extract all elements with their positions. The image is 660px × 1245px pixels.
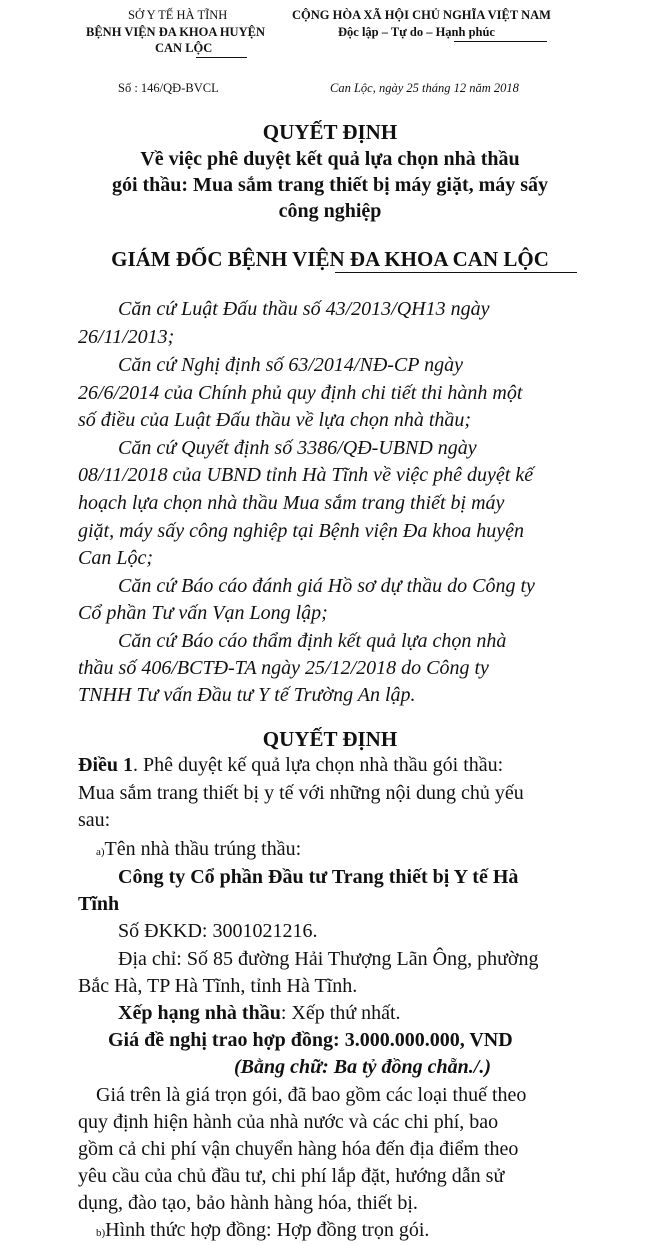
price-note-line-2: quy định hiện hành của nhà nước và các chi phí, bao <box>78 1111 499 1133</box>
price-note-line-3: gồm cả chi phí vận chuyển hàng hóa đến địa điểm theo <box>78 1138 519 1160</box>
header-left-underline <box>196 57 247 58</box>
decision-subject-line1: Về việc phê duyệt kết quả lựa chọn nhà thầu <box>140 148 520 170</box>
basis-3-line-2: 08/11/2018 của UBND tỉnh Hà Tĩnh về việc phê duyệt kế <box>78 464 534 486</box>
basis-2-line-1: Căn cứ Nghị định số 63/2014/NĐ-CP ngày <box>118 354 463 376</box>
decision-subject-line2: gói thầu: Mua sắm trang thiết bị máy giặt, máy sấy <box>111 174 549 196</box>
national-title: CỘNG HÒA XÃ HỘI CHỦ NGHĨA VIỆT NAM <box>292 8 551 22</box>
basis-5-line-2: thầu số 406/BCTĐ-TA ngày 25/12/2018 do Công ty <box>78 657 489 679</box>
basis-2-line-3: số điều của Luật Đấu thầu về lựa chọn nhà thầu; <box>78 409 472 431</box>
business-registration: Số ĐKKD: 3001021216. <box>118 920 318 942</box>
basis-3-line-4: giặt, máy sấy công nghiệp tại Bệnh viện Đa khoa huyện <box>78 520 524 542</box>
winner-name-line-2: Tĩnh <box>78 893 120 915</box>
price-note-line-4: yêu cầu của chủ đầu tư, chi phí lắp đặt, hướng dẫn sử <box>78 1165 505 1187</box>
item-b: b)Hình thức hợp đồng: Hợp đồng trọn gói. <box>96 1219 430 1241</box>
motto-underline <box>454 41 547 42</box>
authority-underline <box>335 272 577 273</box>
winner-name-line-1: Công ty Cổ phần Đầu tư Trang thiết bị Y tế Hà <box>118 866 519 888</box>
basis-2-line-2: 26/6/2014 của Chính phủ quy định chi tiết thi hành một <box>78 382 523 404</box>
issuing-authority: GIÁM ĐỐC BỆNH VIỆN ĐA KHOA CAN LỘC <box>111 247 549 271</box>
price-note-line-1: Giá trên là giá trọn gói, đã bao gồm các loại thuế theo <box>96 1084 527 1106</box>
price-note-line-5: dụng, đào tạo, bảo hành hàng hóa, thiết bị. <box>78 1192 418 1214</box>
item-a-marker: a) <box>96 846 105 858</box>
item-b-marker: b) <box>96 1227 106 1239</box>
item-a: a)Tên nhà thầu trúng thầu: <box>96 838 302 860</box>
department-name: SỞ Y TẾ HÀ TĨNH <box>128 8 228 22</box>
document-date: Can Lộc, ngày 25 tháng 12 năm 2018 <box>330 81 519 95</box>
decision-heading: QUYẾT ĐỊNH <box>262 727 398 751</box>
national-motto: Độc lập – Tự do – Hạnh phúc <box>338 25 495 39</box>
basis-5-line-3: TNHH Tư vấn Đầu tư Y tế Trường An lập. <box>78 684 416 706</box>
basis-1-line-2: 26/11/2013; <box>78 326 175 348</box>
article-1-line-2: Mua sắm trang thiết bị y tế với những nội dung chủ yếu <box>78 782 524 804</box>
address-line-1: Địa chỉ: Số 85 đường Hải Thượng Lãn Ông, phường <box>118 948 539 970</box>
basis-4-line-1: Căn cứ Báo cáo đánh giá Hồ sơ dự thầu do Công ty <box>118 575 535 597</box>
basis-4-line-2: Cổ phần Tư vấn Vạn Long lập; <box>78 602 328 624</box>
decision-title: QUYẾT ĐỊNH <box>262 120 398 144</box>
basis-3-line-3: hoạch lựa chọn nhà thầu Mua sắm trang thiết bị máy <box>78 492 505 514</box>
price-in-words: (Bằng chữ: Ba tỷ đồng chẵn./.) <box>234 1056 492 1078</box>
basis-5-line-1: Căn cứ Báo cáo thẩm định kết quả lựa chọn nhà <box>118 630 507 652</box>
address-line-2: Bắc Hà, TP Hà Tĩnh, tỉnh Hà Tĩnh. <box>78 975 358 997</box>
basis-3-line-1: Căn cứ Quyết định số 3386/QĐ-UBND ngày <box>118 437 477 459</box>
basis-1-line-1: Căn cứ Luật Đấu thầu số 43/2013/QH13 ngày <box>118 298 490 320</box>
article-1-line-1: Điều 1. Phê duyệt kế quả lựa chọn nhà thầu gói thầu: <box>78 754 504 776</box>
decision-subject-line3: công nghiệp <box>278 200 382 222</box>
contract-price: Giá đề nghị trao hợp đồng: 3.000.000.000, VND <box>108 1029 513 1051</box>
document-number: Số : 146/QĐ-BVCL <box>118 81 219 95</box>
hospital-name: BỆNH VIỆN ĐA KHOA HUYỆN <box>86 25 265 39</box>
hospital-district: CAN LỘC <box>155 41 213 55</box>
article-1-line-3: sau: <box>78 809 111 831</box>
article-1-label: Điều 1 <box>78 754 133 776</box>
basis-3-line-5: Can Lộc; <box>78 547 153 569</box>
ranking: Xếp hạng nhà thầu: Xếp thứ nhất. <box>118 1002 401 1024</box>
